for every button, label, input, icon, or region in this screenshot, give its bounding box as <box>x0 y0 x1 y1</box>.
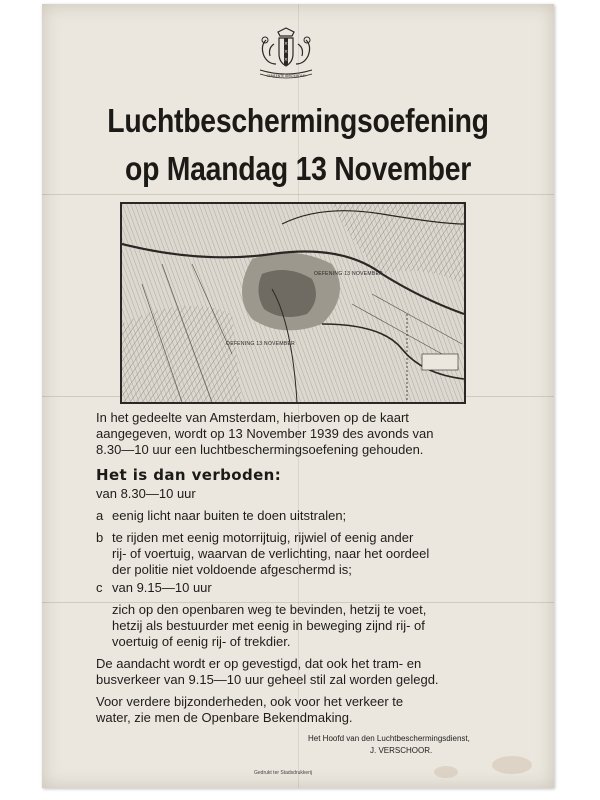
svg-text:×: × <box>283 57 289 63</box>
notice-line: busverkeer van 9.15—10 uur geheel stil zal worden gelegd. <box>96 672 439 687</box>
item-b-line: der politie niet voldoende afgeschermd is; <box>112 562 352 577</box>
page-subtitle: op Maandag 13 November <box>124 150 472 187</box>
poster <box>42 4 554 788</box>
printer-note: Gedrukt ter Stadsdrukkerij <box>254 770 313 776</box>
intro-line: 8.30—10 uur een luchtbeschermingsoefening gehouden. <box>96 442 424 457</box>
item-c-line: voertuig of eenig rij- of trekdier. <box>112 634 291 649</box>
signature-name: J. VERSCHOOR. <box>370 746 433 755</box>
stain <box>492 756 532 774</box>
notice-line: Voor verdere bijzonderheden, ook voor het verkeer te <box>96 694 404 709</box>
time-range-1: van 8.30—10 uur <box>96 486 196 501</box>
item-letter: b <box>96 530 104 545</box>
time-range-2: van 9.15—10 uur <box>112 580 212 595</box>
item-c-body <box>112 602 426 650</box>
item-a-text: eenig licht naar buiten te doen uitstralen; <box>112 508 347 523</box>
item-letter: c <box>96 580 103 595</box>
prohibition-heading: Het is dan verboden: <box>96 466 282 484</box>
item-c-line: zich op den openbaren weg te bevinden, hetzij te voet, <box>112 602 427 617</box>
map-label: OEFENING 13 NOVEMBER <box>314 271 384 277</box>
item-letter: a <box>96 508 104 523</box>
amsterdam-coat-of-arms-icon <box>248 26 324 84</box>
map-label: OEFENING 13 NOVEMBER <box>226 341 296 347</box>
page-title: Luchtbeschermingsoefening <box>107 102 489 139</box>
svg-text:×: × <box>283 41 289 47</box>
notice-paragraph <box>96 694 403 726</box>
intro-line: In het gedeelte van Amsterdam, hierboven op de kaart <box>96 410 409 425</box>
notice-line: water, zie men de Openbare Bekendmaking. <box>96 710 353 725</box>
intro-line: aangegeven, wordt op 13 November 1939 des avonds van <box>96 426 434 441</box>
notice-paragraph <box>96 656 439 688</box>
item-a <box>96 508 347 524</box>
item-b-line: te rijden met eenig motorrijtuig, rijwiel of eenig ander <box>112 530 414 545</box>
crest-ribbon-text: GEMEENTE AMSTERDAM <box>266 74 306 78</box>
signature-title: Het Hoofd van den Luchtbeschermingsdienst, <box>308 734 470 743</box>
map-graphic <box>122 204 464 402</box>
district-map <box>120 202 466 404</box>
item-b-line: rij- of voertuig, waarvan de verlichting, naar het oordeel <box>112 546 430 561</box>
notice-line: De aandacht wordt er op gevestigd, dat ook het tram- en <box>96 656 422 671</box>
item-c <box>96 580 212 596</box>
coat-of-arms <box>248 26 324 84</box>
item-b <box>96 530 516 580</box>
intro-paragraph <box>96 410 434 458</box>
svg-text:×: × <box>283 49 289 55</box>
stain <box>434 766 458 778</box>
item-c-line: hetzij als bestuurder met eenig in beweging zijnd rij- of <box>112 618 425 633</box>
